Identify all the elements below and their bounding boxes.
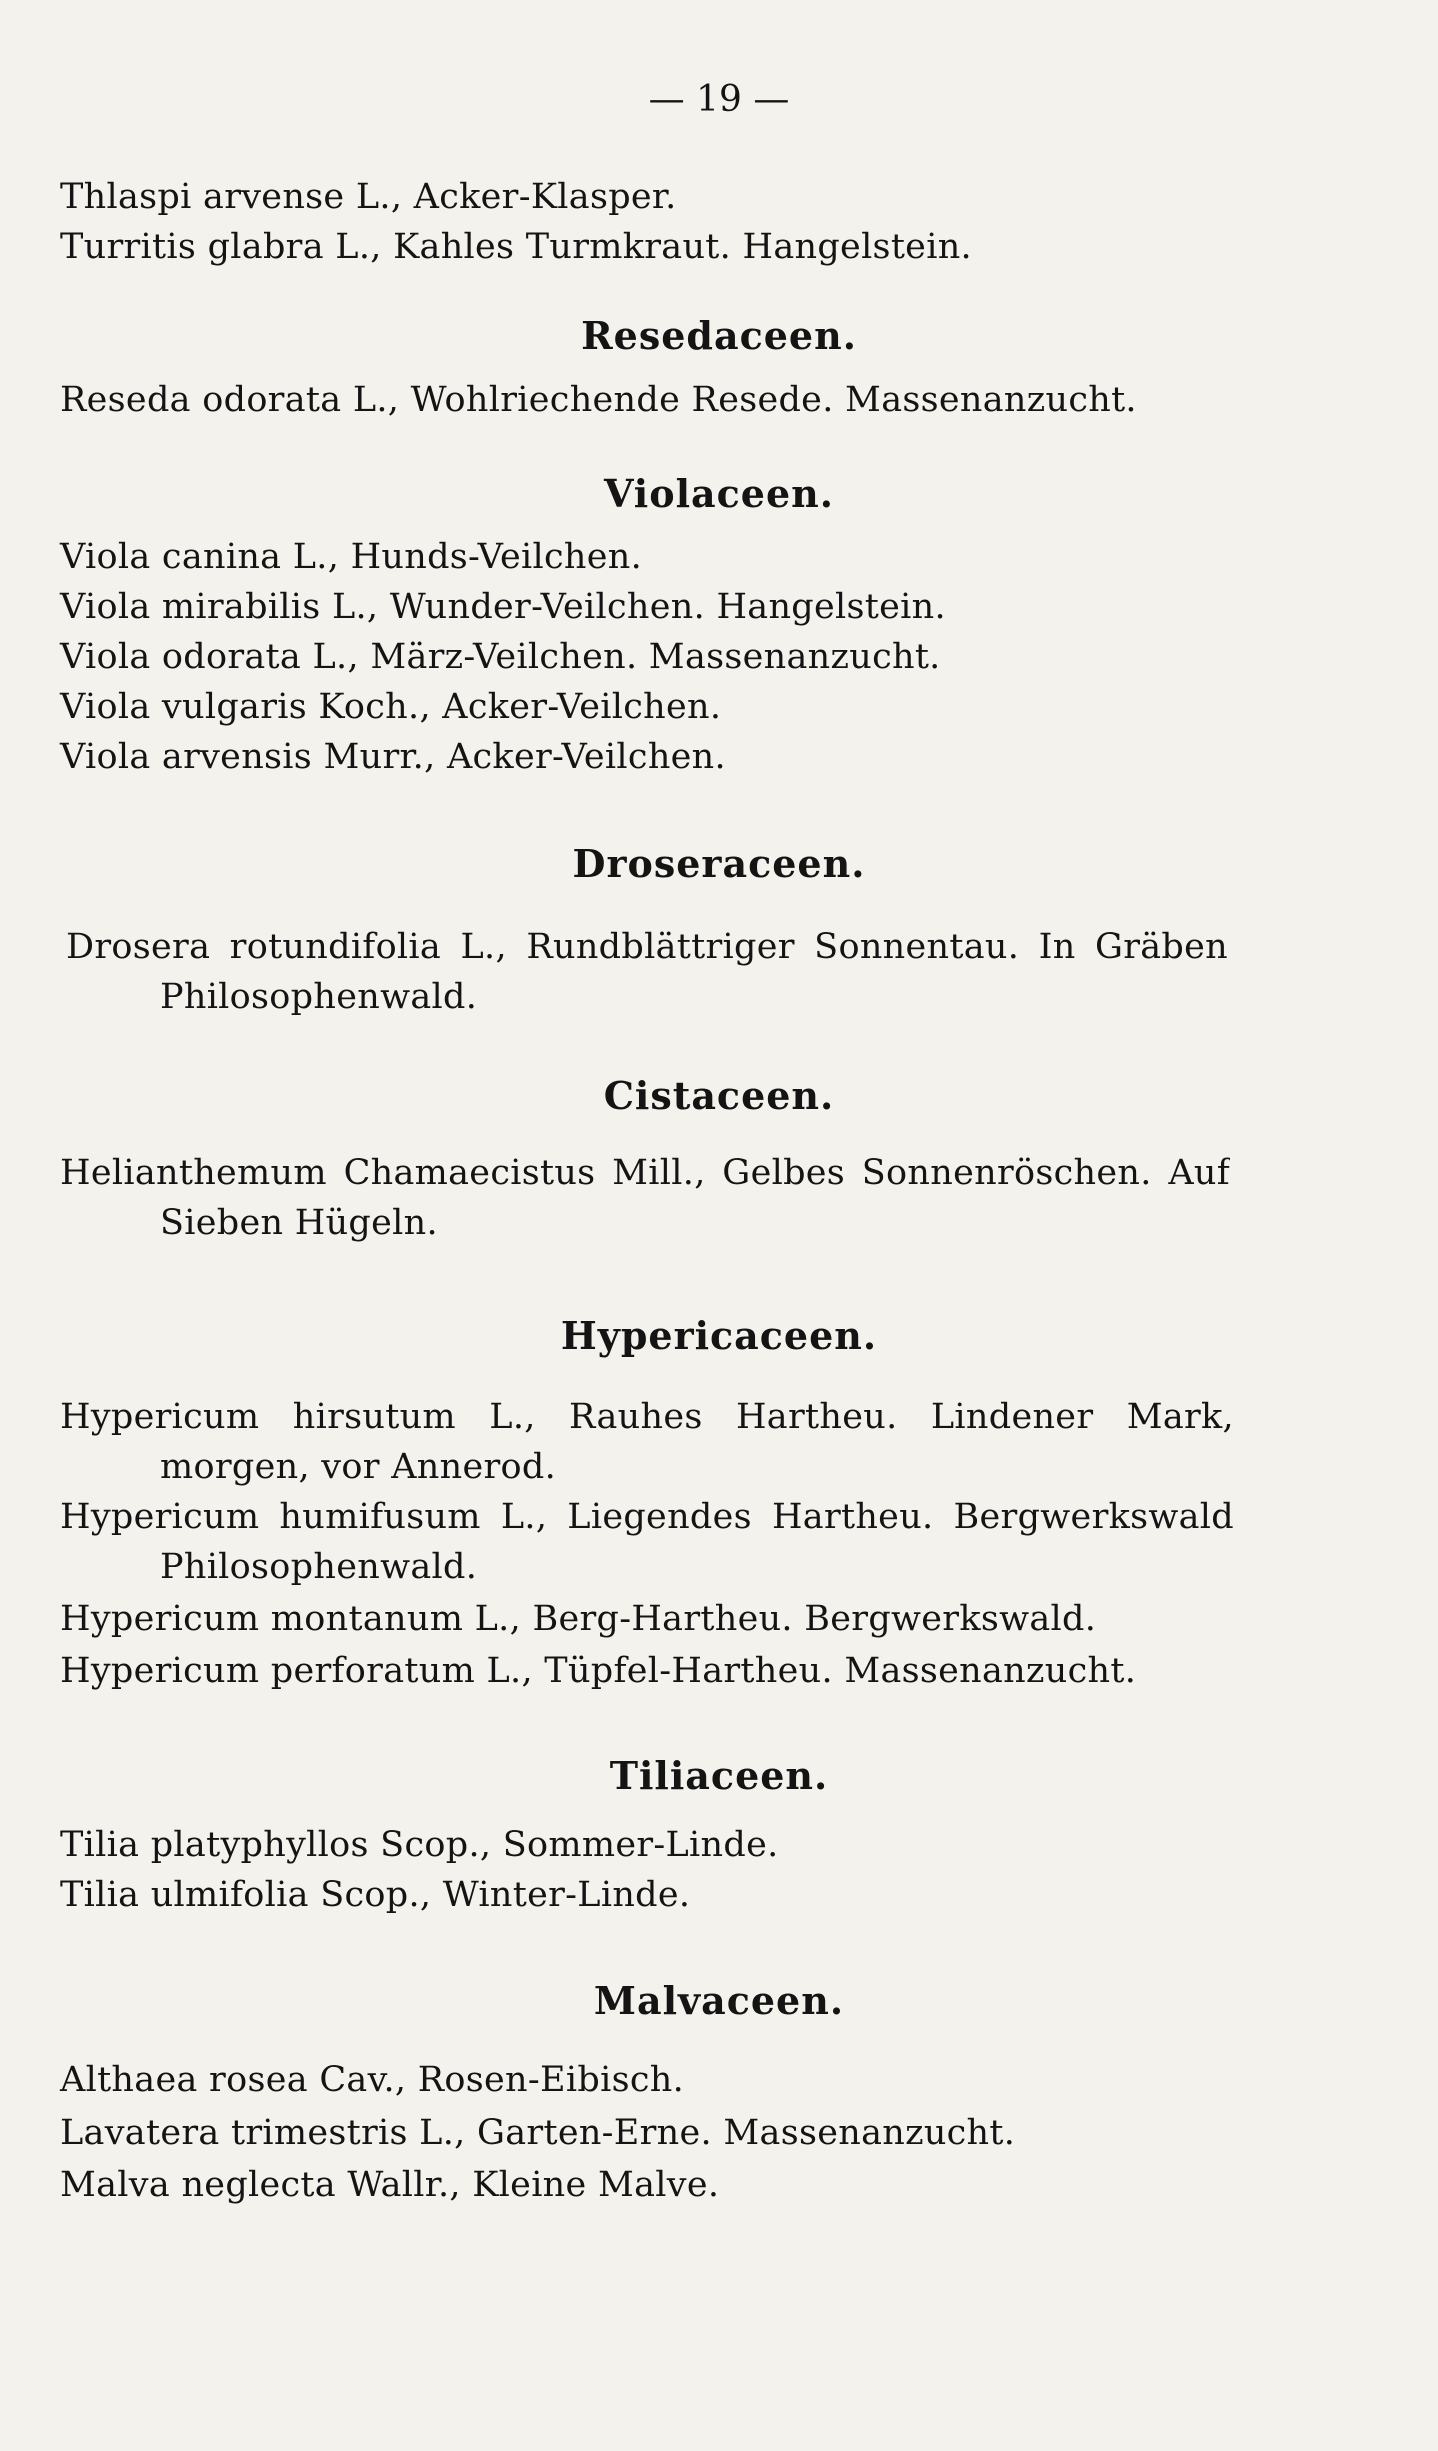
entry-continuation: Sieben Hügeln. — [160, 1203, 438, 1243]
entry-line: Viola vulgaris Koch., Acker-Veilchen. — [60, 687, 722, 727]
entry-line: Viola canina L., Hunds-Veilchen. — [60, 537, 643, 577]
entry-continuation: Philosophenwald. — [160, 977, 478, 1017]
entry-line: Hypericum humifusum L., Liegendes Hartheu. Bergwerkswald — [60, 1497, 1234, 1537]
entry-line: Reseda odorata L., Wohlriechende Resede. Massenanzucht. — [60, 380, 1137, 420]
section-heading: Resedaceen. — [581, 313, 857, 358]
entry-continuation: morgen, vor Annerod. — [160, 1447, 557, 1487]
entry-line: Helianthemum Chamaecistus Mill., Gelbes Sonnenröschen. Auf — [60, 1153, 1230, 1193]
section-heading: Malvaceen. — [593, 1978, 845, 2023]
entry-line: Hypericum montanum L., Berg-Hartheu. Bergwerkswald. — [60, 1599, 1097, 1639]
section-heading: Cistaceen. — [603, 1073, 835, 1118]
entry-continuation: Philosophenwald. — [160, 1547, 478, 1587]
entry-line: Drosera rotundifolia L., Rundblättriger Sonnentau. In Gräben — [66, 927, 1228, 967]
entry-line: Viola odorata L., März-Veilchen. Massenanzucht. — [60, 637, 941, 677]
entry-line: Turritis glabra L., Kahles Turmkraut. Hangelstein. — [60, 227, 972, 267]
section-heading: Hypericaceen. — [560, 1313, 878, 1358]
section-heading: Tiliaceen. — [609, 1753, 829, 1798]
entry-line: Althaea rosea Cav., Rosen-Eibisch. — [60, 2060, 684, 2100]
entry-line: Thlaspi arvense L., Acker-Klasper. — [60, 177, 677, 217]
entry-line: Viola mirabilis L., Wunder-Veilchen. Hangelstein. — [60, 587, 946, 627]
section-heading: Droseraceen. — [572, 841, 866, 886]
entry-line: Lavatera trimestris L., Garten-Erne. Massenanzucht. — [60, 2113, 1016, 2153]
entry-line: Hypericum perforatum L., Tüpfel-Hartheu. Massenanzucht. — [60, 1651, 1137, 1691]
entry-line: Malva neglecta Wallr., Kleine Malve. — [60, 2165, 720, 2205]
entry-line: Viola arvensis Murr., Acker-Veilchen. — [60, 737, 726, 777]
page-number: — 19 — — [648, 79, 790, 120]
entry-line: Tilia ulmifolia Scop., Winter-Linde. — [60, 1875, 691, 1915]
entry-line: Hypericum hirsutum L., Rauhes Hartheu. Lindener Mark, — [60, 1397, 1234, 1437]
section-heading: Violaceen. — [603, 471, 834, 516]
entry-line: Tilia platyphyllos Scop., Sommer-Linde. — [60, 1825, 779, 1865]
